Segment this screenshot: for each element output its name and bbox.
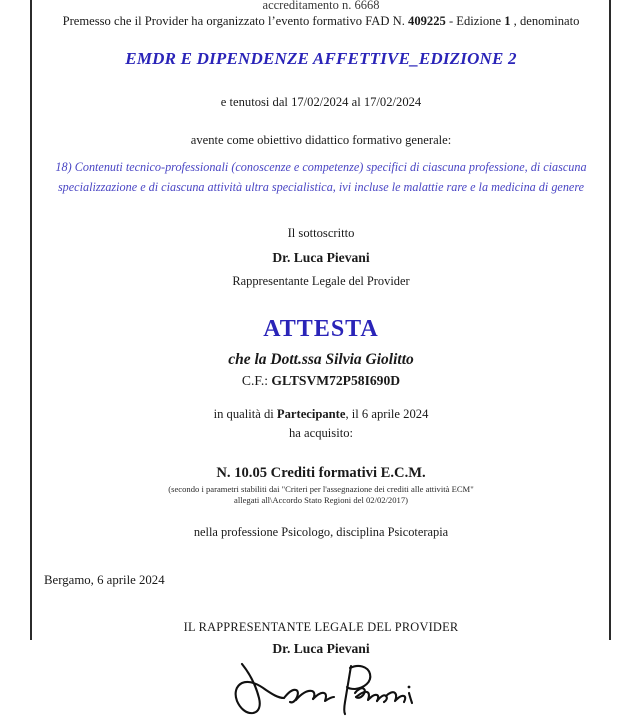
- attesta-heading: ATTESTA: [263, 316, 379, 342]
- certificate-content: [34, 0, 608, 656]
- undersigned-label: Il sottoscritto: [287, 226, 355, 240]
- edition-number: 1: [504, 14, 511, 28]
- premise-suffix-text: , denominato: [510, 14, 580, 28]
- signature-dot: [408, 686, 411, 689]
- fiscal-code-line: [40, 373, 602, 389]
- objective-intro-label: avente come obiettivo didattico formativo generale:: [190, 133, 452, 147]
- objective-text: 18) Contenuti tecnico-professionali (conoscenze e competenze) specifici di ciascuna professione, di ciascuna specializzazione e di ciascuna attività ultra specialistica, ivi incluse le malattie rare e la medicina di genere: [55, 160, 587, 194]
- course-title: EMDR E DIPENDENZE AFFETTIVE_EDIZIONE 2: [125, 49, 517, 68]
- handwritten-signature-icon: [216, 660, 426, 720]
- capacity-prefix: in qualità di: [213, 407, 277, 421]
- page-border-right: [609, 0, 611, 640]
- place-and-date: Bergamo, 6 aprile 2024: [44, 573, 165, 587]
- course-dates: e tenutosi dal 17/02/2024 al 17/02/2024: [220, 95, 422, 109]
- edition-label: - Edizione: [445, 14, 505, 28]
- premise-prefix-text: Premesso che il Provider ha organizzato l’evento formativo FAD N.: [62, 14, 409, 28]
- signer-name: Dr. Luca Pievani: [272, 641, 370, 656]
- acquired-label: ha acquisito:: [288, 426, 353, 440]
- credits-amount: N. 10.05 Crediti formativi E.C.M.: [216, 465, 426, 481]
- accreditation-number: accreditamento n. 6668: [262, 0, 380, 11]
- profession-line: nella professione Psicologo, disciplina Psicoterapia: [193, 525, 449, 539]
- capacity-suffix: , il 6 aprile 2024: [345, 407, 429, 421]
- credits-note-line-2: allegati all\Accordo Stato Regioni del 02/02/2017): [234, 495, 408, 505]
- representative-role: Rappresentante Legale del Provider: [232, 274, 410, 288]
- credits-note: [40, 484, 602, 506]
- fiscal-code-label: C.F.:: [241, 373, 272, 388]
- event-number: 409225: [408, 14, 446, 28]
- signature-area: [40, 660, 602, 722]
- credits-note-line-1: (secondo i parametri stabiliti dai "Criteri per l'assegnazione dei crediti alle attività ECM": [168, 484, 474, 494]
- event-premise-line: [40, 14, 602, 29]
- fiscal-code-value: GLTSVM72P58I690D: [271, 373, 401, 388]
- representative-name: Dr. Luca Pievani: [272, 250, 370, 265]
- recipient-name: che la Dott.ssa Silvia Giolitto: [228, 351, 414, 368]
- page-border-left: [30, 0, 32, 640]
- capacity-line: [40, 407, 602, 422]
- capacity-role: Partecipante: [276, 407, 346, 421]
- signer-role-label: IL RAPPRESENTANTE LEGALE DEL PROVIDER: [183, 620, 459, 634]
